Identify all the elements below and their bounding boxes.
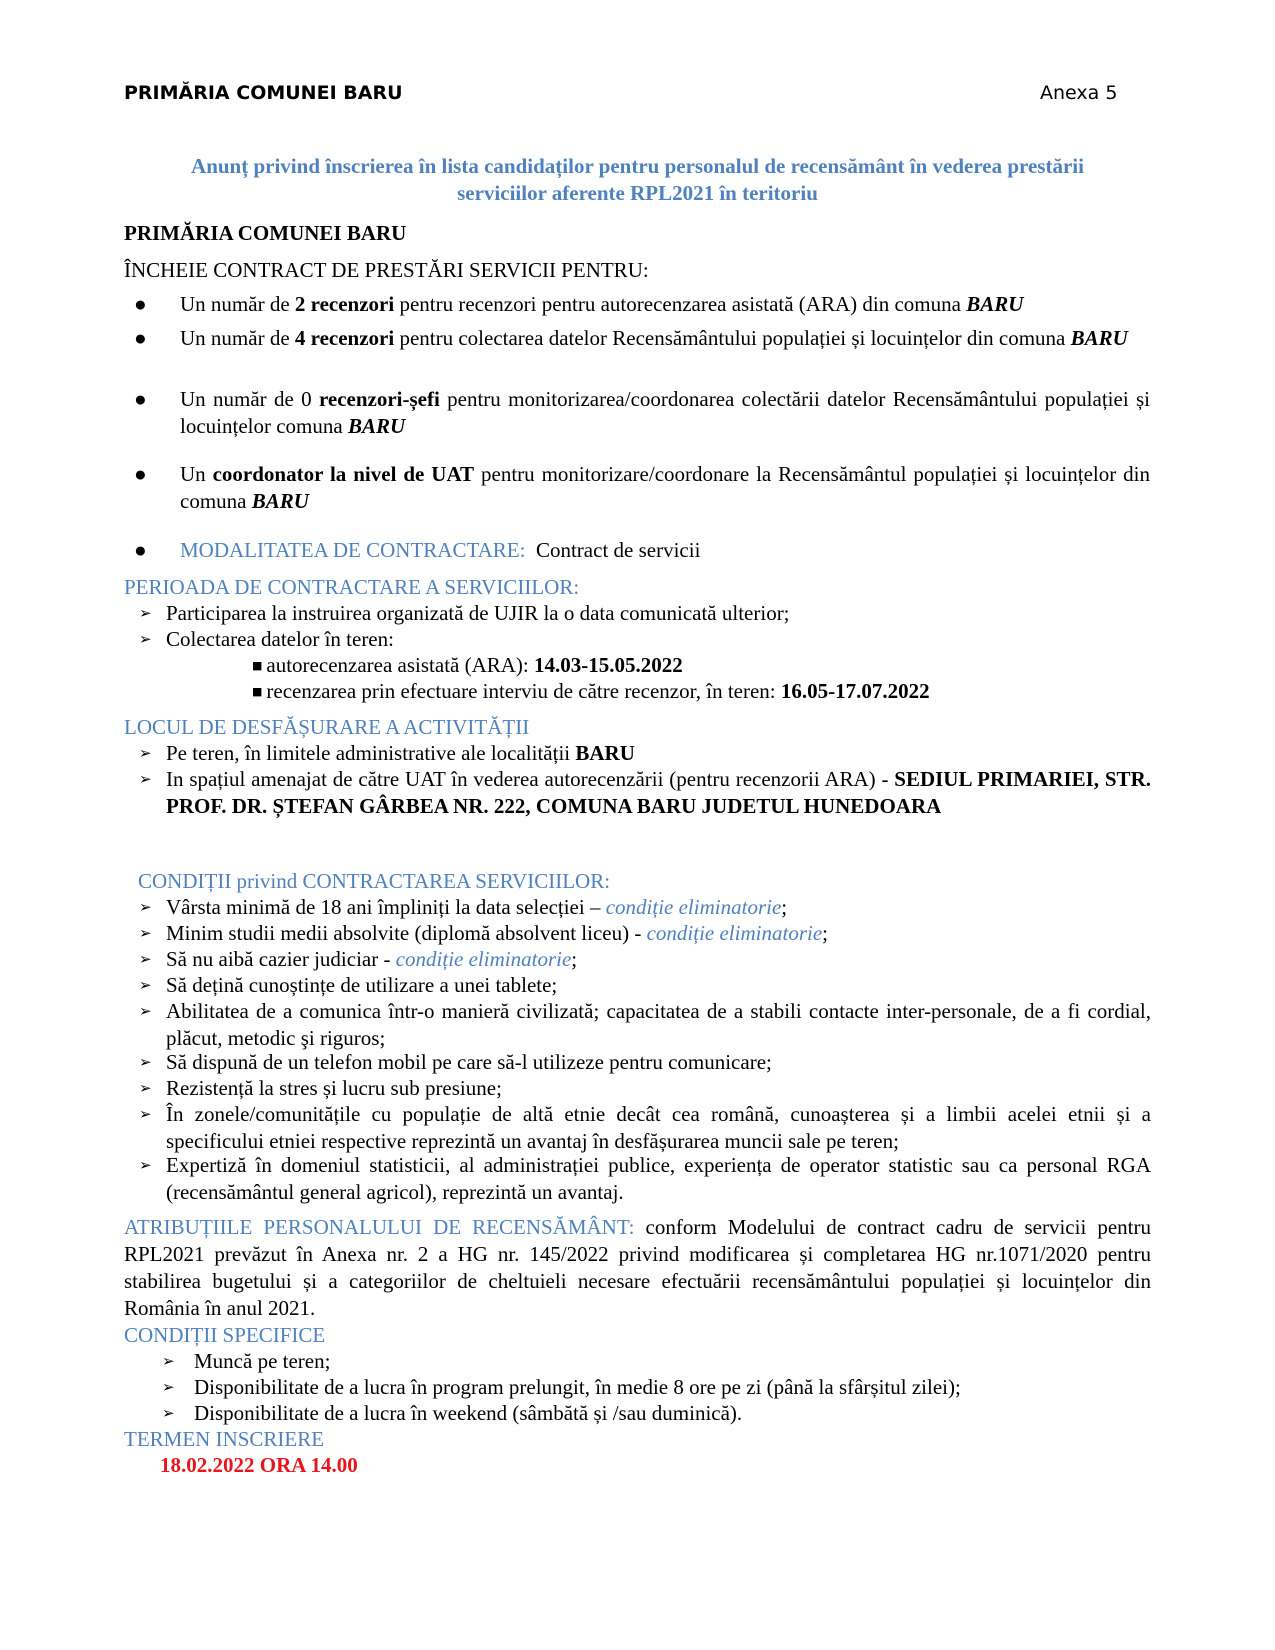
arrow-bullet-icon: ➢ xyxy=(139,976,152,994)
deadline-heading: TERMEN INSCRIERE xyxy=(124,1427,325,1451)
bullet-dot-icon: ● xyxy=(134,326,147,350)
specific-heading: CONDIȚII SPECIFICE xyxy=(124,1323,326,1347)
bullet-dot-icon: ● xyxy=(134,292,147,316)
bullet-dot-icon: ● xyxy=(134,538,147,562)
conditions-heading: CONDIȚII privind CONTRACTAREA SERVICIILOR: xyxy=(138,869,611,893)
location-heading: LOCUL DE DESFĂȘURARE A ACTIVITĂȚII xyxy=(124,715,530,739)
arrow-bullet-icon: ➢ xyxy=(139,898,152,916)
period-heading: PERIOADA DE CONTRACTARE A SERVICIILOR: xyxy=(124,575,580,599)
arrow-bullet-icon: ➢ xyxy=(139,1105,152,1123)
period-subitem: ■ autorecenzarea asistată (ARA): 14.03-15.05.2022 xyxy=(252,653,683,677)
arrow-bullet-icon: ➢ xyxy=(139,1079,152,1097)
announcement-title xyxy=(124,153,1151,207)
deadline-value: 18.02.2022 ORA 14.00 xyxy=(160,1453,358,1477)
arrow-bullet-icon: ➢ xyxy=(139,1053,152,1071)
org-name: PRIMĂRIA COMUNEI BARU xyxy=(124,221,407,245)
bullet-dot-icon: ● xyxy=(134,462,147,486)
arrow-bullet-icon: ➢ xyxy=(139,924,152,942)
arrow-bullet-icon: ➢ xyxy=(162,1352,175,1370)
title-line-1: Anunț privind înscrierea în lista candidaților pentru personalul de recensământ în vederea prestării xyxy=(191,154,1084,178)
arrow-bullet-icon: ➢ xyxy=(139,1002,152,1020)
document-page: PRIMĂRIA COMUNEI BARU Anexa 5 Anunț privind înscrierea în lista candidaților pentru personalul de recensământ în vederea prestării serviciilor aferente RPL2021 în teritoriu PRIMĂRIA COMUNEI BARU ÎNCHEIE CONTRACT DE PRESTĂRI SERVICII PENTRU: ● Un număr de 2 recenzori pentru recenzori pentru autorecenzarea asistată (ARA) din comuna BARU ● Un număr de 4 recenzori pentru colectarea datelor Recensământului populației și locuințelor din comuna BARU ● Un număr de 0 recenzori-șefi pentru monitorizarea/coordonarea colectării datelor Recensământului populației și locuințelor comuna BARU ● Un coordonator la nivel de UAT pentru monitorizare/coordonare la Recensământul populației și locuințelor din comuna BARU ● MODALITATEA DE CONTRACTARE: Contract de servicii PERIOADA DE CONTRACTARE A SERVICIILOR: ➢ Participarea la instruirea organizată de UJIR la o data comunicată ulterior; ➢ Colectarea datelor în teren: ■ autorecenzarea asistată (ARA): 14.03-15.05.2022 ■ recenzarea prin efectuare interviu de către recenzor, în teren: 16.05-17.07.2022 LOCUL DE DESFĂȘURARE A ACTIVITĂȚII ➢ Pe teren, în limitele administrative ale localității BARU ➢ In spațiul amenajat de către UAT în vederea autorecenzării (pentru recenzorii ARA) - SEDIUL PRIMARIEI, STR. PROF. DR. ȘTEFAN GÂRBEA NR. 222, COMUNA BARU JUDETUL HUNEDOARA CONDIȚII privind CONTRACTAREA SERVICIILOR: ➢ Vârsta minimă de 18 ani împliniți la data selecției – condiție eliminatorie; ➢ Minim studii medii absolvite (diplomă absolvent liceu) - condiție eliminatorie; ➢ Să nu aibă cazier judiciar - condiție eliminatorie; ➢ Să dețină cunoștințe de utilizare a unei tablete; ➢ Abilitatea de a comunica într-o manieră civilizată; capacitatea de a stabili contacte inter-personale, de a fi cordial, plăcut, metodic şi riguros; ➢ Să dispună de un telefon mobil pe care să-l utilizeze pentru comunicare; ➢ Rezistență la stres și lucru sub presiune; ➢ În zonele/comunitățile cu populație de altă etnie decât cea română, cunoașterea și a limbii acelei etnii și a specificului etniei respective reprezintă un avantaj în desfășurarea muncii sale pe teren; ➢ Expertiză în domeniul statisticii, al administrației publice, experiența de operator statistic sau ca personal RGA (recensământul general agricol), reprezintă un avantaj. ATRIBUȚIILE PERSONALULUI DE RECENSĂMÂNT: conform Modelului de contract cadru de servicii pentru RPL2021 prevăzut în Anexa nr. 2 a HG nr. 145/2022 privind modificarea și completarea HG nr.1071/2020 pentru stabilirea bugetului și a categoriilor de cheltuieli necesare efectuării recensământului populației și locuințelor din România în anul 2021. CONDIȚII SPECIFICE ➢ Muncă pe teren; ➢ Disponibilitate de a lucra în program prelungit, în medie 8 ore pe zi (până la sfârșitul zilei); ➢ Disponibilitate de a lucra în weekend (sâmbătă și /sau duminică). TERMEN INSCRIERE 18.02.2022 ORA 14.00 xyxy=(124,82,1151,1477)
arrow-bullet-icon: ➢ xyxy=(162,1378,175,1396)
arrow-bullet-icon: ➢ xyxy=(139,770,152,788)
bullet-dot-icon: ● xyxy=(134,387,147,411)
square-bullet-icon: ■ xyxy=(252,685,263,698)
header-institution: PRIMĂRIA COMUNEI BARU xyxy=(124,82,403,104)
square-bullet-icon: ■ xyxy=(252,659,263,672)
duties-paragraph: ATRIBUȚIILE PERSONALULUI DE RECENSĂMÂNT: conform Modelului de contract cadru de servicii pentru RPL2021 prevăzut în Anexa nr. 2 a HG nr. 145/2022 privind modificarea și completarea HG nr.1071/2020 pentru stabilirea bugetului și a categoriilor de cheltuieli necesare efectuării recensământului populației și locuințelor din România în anul 2021. xyxy=(124,1215,1151,1320)
arrow-bullet-icon: ➢ xyxy=(139,950,152,968)
period-subitem: ■ recenzarea prin efectuare interviu de către recenzor, în teren: 16.05-17.07.2022 xyxy=(252,679,930,703)
arrow-bullet-icon: ➢ xyxy=(162,1404,175,1422)
arrow-bullet-icon: ➢ xyxy=(139,604,152,622)
arrow-bullet-icon: ➢ xyxy=(139,744,152,762)
arrow-bullet-icon: ➢ xyxy=(139,1156,152,1174)
title-line-2: serviciilor aferente RPL2021 în teritoriu xyxy=(457,181,818,205)
header-annex: Anexa 5 xyxy=(1040,82,1118,104)
contract-line: ÎNCHEIE CONTRACT DE PRESTĂRI SERVICII PENTRU: xyxy=(124,258,649,282)
arrow-bullet-icon: ➢ xyxy=(139,630,152,648)
